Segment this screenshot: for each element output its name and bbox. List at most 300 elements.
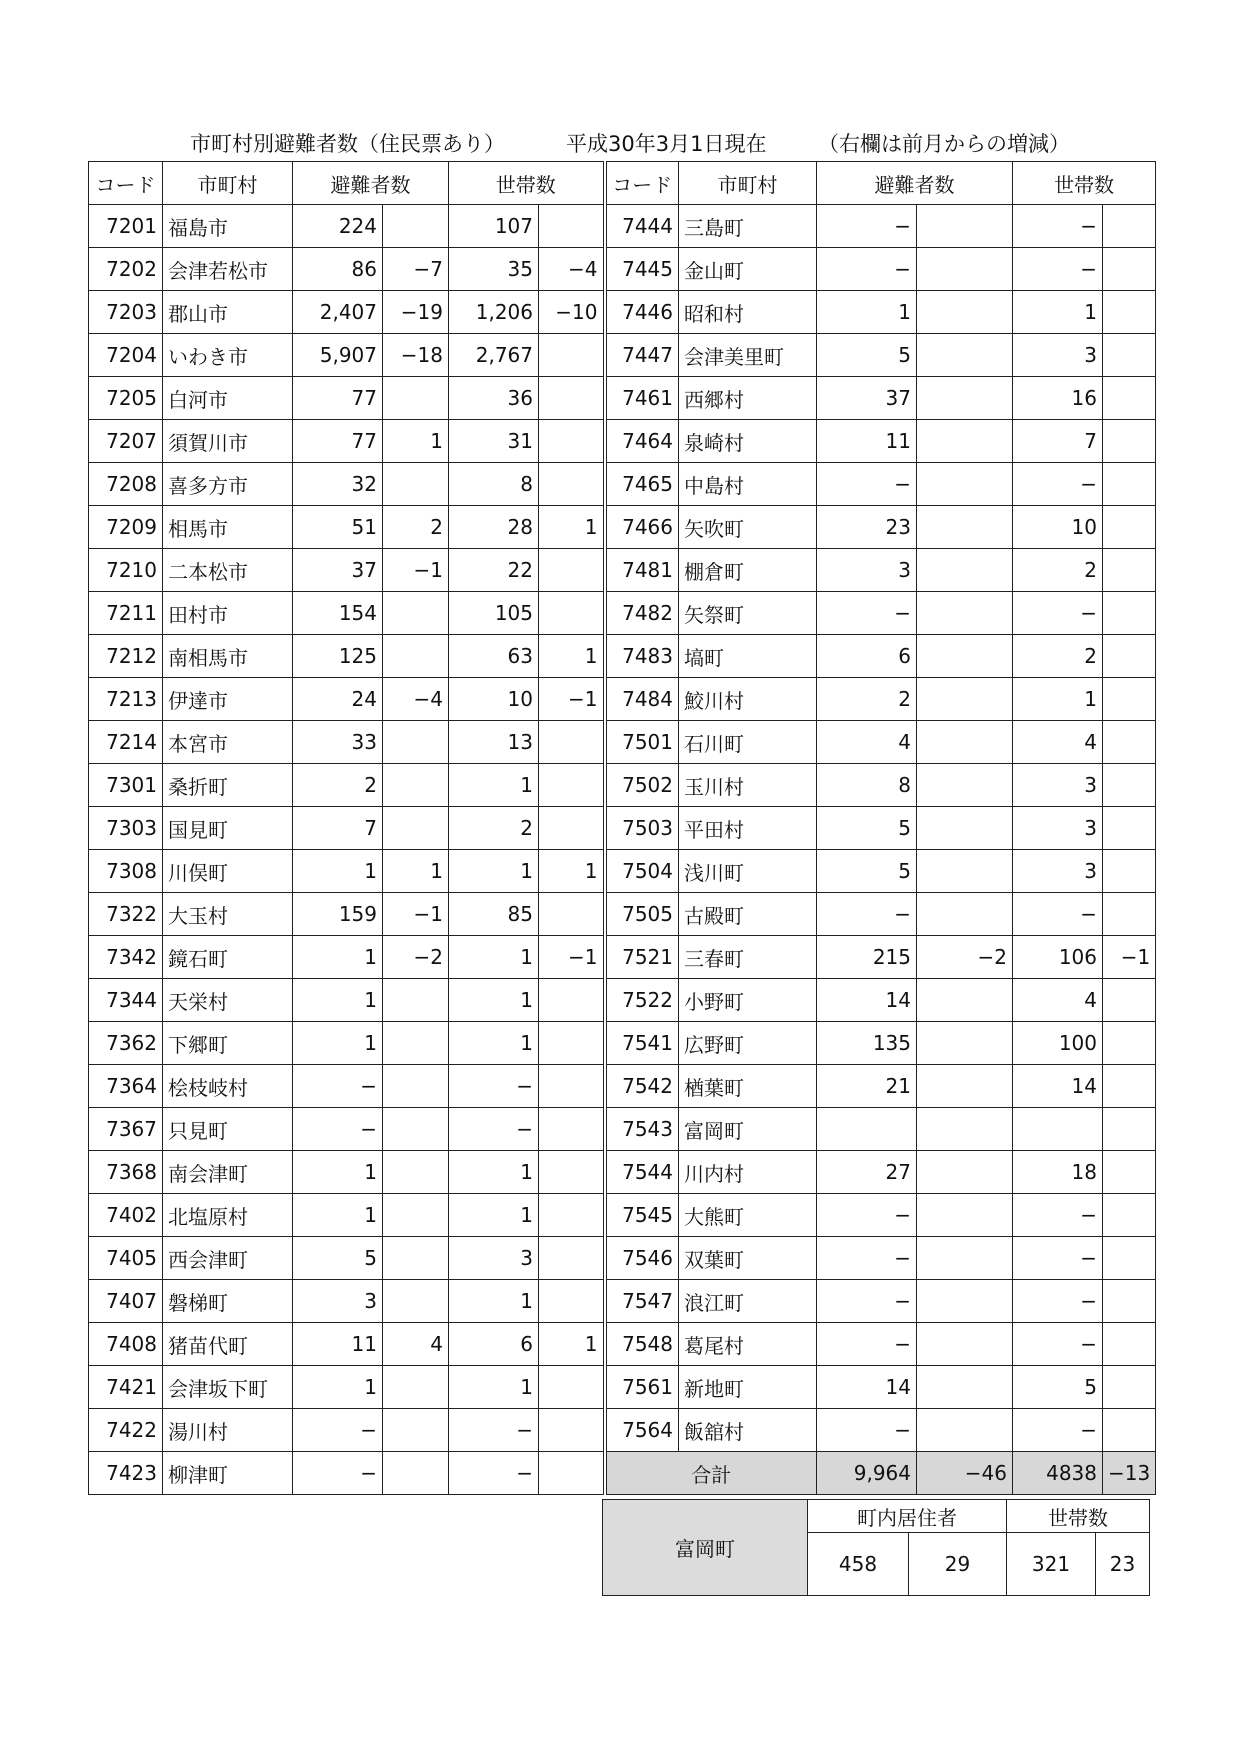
- table-row: [89, 764, 1156, 807]
- table-row: [89, 1280, 1156, 1323]
- table-row: [89, 291, 1156, 334]
- row-evacuees-change: [383, 635, 449, 678]
- row-municipality: 新地町: [679, 1366, 817, 1409]
- row-households-change: [1103, 377, 1156, 420]
- row-households-change: [539, 1151, 605, 1194]
- title-note: （右欄は前月からの増減）: [818, 132, 1070, 156]
- row-evacuees: 5: [817, 334, 917, 377]
- row-households-change: [1103, 463, 1156, 506]
- row-municipality: 二本松市: [163, 549, 293, 592]
- row-households: 8: [449, 463, 539, 506]
- row-households: 3: [1013, 764, 1103, 807]
- row-municipality: 南会津町: [163, 1151, 293, 1194]
- row-evacuees-change: 1: [383, 420, 449, 463]
- row-municipality: 桑折町: [163, 764, 293, 807]
- row-households: −: [1013, 205, 1103, 248]
- row-code: 7211: [89, 592, 163, 635]
- table-row: [89, 592, 1156, 635]
- summary-residents-value: 458: [808, 1533, 909, 1596]
- row-evacuees-change: [383, 1280, 449, 1323]
- row-code: 7446: [605, 291, 679, 334]
- row-households-change: −1: [1103, 936, 1156, 979]
- row-municipality: 塙町: [679, 635, 817, 678]
- header-households-left: 世帯数: [449, 162, 605, 205]
- row-evacuees-change: [383, 1237, 449, 1280]
- row-code: 7214: [89, 721, 163, 764]
- row-households: 2: [449, 807, 539, 850]
- row-code: 7408: [89, 1323, 163, 1366]
- row-evacuees-change: [383, 1194, 449, 1237]
- row-evacuees: 2: [817, 678, 917, 721]
- row-evacuees: 1: [817, 291, 917, 334]
- row-households-change: [539, 1065, 605, 1108]
- row-households: 28: [449, 506, 539, 549]
- row-municipality: 猪苗代町: [163, 1323, 293, 1366]
- row-municipality: 大玉村: [163, 893, 293, 936]
- row-households: 3: [1013, 807, 1103, 850]
- table-row: [89, 1151, 1156, 1194]
- table-row: [89, 1366, 1156, 1409]
- row-code: 7423: [89, 1452, 163, 1495]
- header-households-right: 世帯数: [1013, 162, 1156, 205]
- row-households: −: [1013, 1409, 1103, 1452]
- row-evacuees: 1: [293, 1022, 383, 1065]
- row-households-change: [539, 764, 605, 807]
- row-evacuees: 21: [817, 1065, 917, 1108]
- row-municipality: 川俣町: [163, 850, 293, 893]
- row-households: 1: [449, 936, 539, 979]
- row-evacuees: 86: [293, 248, 383, 291]
- row-code: 7204: [89, 334, 163, 377]
- row-evacuees: −: [293, 1108, 383, 1151]
- row-evacuees-change: [917, 893, 1013, 936]
- row-evacuees-change: [917, 377, 1013, 420]
- row-households-change: [1103, 1280, 1156, 1323]
- row-households: 2,767: [449, 334, 539, 377]
- table-row: [89, 807, 1156, 850]
- row-households: −: [449, 1108, 539, 1151]
- row-evacuees: 125: [293, 635, 383, 678]
- row-municipality: 会津美里町: [679, 334, 817, 377]
- row-households: −: [1013, 1237, 1103, 1280]
- row-households-change: −1: [539, 936, 605, 979]
- row-evacuees-change: [383, 377, 449, 420]
- row-code: 7203: [89, 291, 163, 334]
- row-municipality: 棚倉町: [679, 549, 817, 592]
- row-code: 7342: [89, 936, 163, 979]
- row-households-change: [539, 463, 605, 506]
- row-households-change: −1: [539, 678, 605, 721]
- row-evacuees-change: [383, 1022, 449, 1065]
- table-row: [89, 420, 1156, 463]
- header-municipality-right: 市町村: [679, 162, 817, 205]
- row-households: 16: [1013, 377, 1103, 420]
- row-municipality: 平田村: [679, 807, 817, 850]
- row-code: 7466: [605, 506, 679, 549]
- summary-households-change: 23: [1096, 1533, 1150, 1596]
- row-code: 7301: [89, 764, 163, 807]
- row-evacuees-change: 2: [383, 506, 449, 549]
- table-row: [89, 463, 1156, 506]
- row-municipality: 下郷町: [163, 1022, 293, 1065]
- row-evacuees: 51: [293, 506, 383, 549]
- row-code: 7344: [89, 979, 163, 1022]
- row-evacuees-change: [383, 1151, 449, 1194]
- row-code: 7362: [89, 1022, 163, 1065]
- row-municipality: 郡山市: [163, 291, 293, 334]
- row-households-change: 1: [539, 850, 605, 893]
- row-households: 14: [1013, 1065, 1103, 1108]
- row-evacuees: 1: [293, 979, 383, 1022]
- row-households: 63: [449, 635, 539, 678]
- row-code: 7544: [605, 1151, 679, 1194]
- row-evacuees-change: [917, 678, 1013, 721]
- row-evacuees: 6: [817, 635, 917, 678]
- row-evacuees: 5: [817, 850, 917, 893]
- row-households-change: [539, 334, 605, 377]
- table-row: [89, 721, 1156, 764]
- row-households-change: [1103, 893, 1156, 936]
- table-row: [89, 893, 1156, 936]
- row-households-change: [539, 205, 605, 248]
- row-municipality: 矢祭町: [679, 592, 817, 635]
- row-code: 7202: [89, 248, 163, 291]
- row-households: [1013, 1108, 1103, 1151]
- row-code: 7208: [89, 463, 163, 506]
- row-municipality: 矢吹町: [679, 506, 817, 549]
- row-evacuees: −: [817, 592, 917, 635]
- table-row: [89, 549, 1156, 592]
- row-households-change: [1103, 506, 1156, 549]
- row-evacuees: −: [817, 248, 917, 291]
- title-heading: 市町村別避難者数（住民票あり）: [190, 132, 505, 156]
- row-evacuees: 2,407: [293, 291, 383, 334]
- row-evacuees-change: [383, 1108, 449, 1151]
- row-households-change: [1103, 1323, 1156, 1366]
- row-municipality: 南相馬市: [163, 635, 293, 678]
- row-evacuees-change: [917, 1065, 1013, 1108]
- row-households-change: [1103, 1022, 1156, 1065]
- row-evacuees: 135: [817, 1022, 917, 1065]
- row-municipality: 白河市: [163, 377, 293, 420]
- row-code: 7421: [89, 1366, 163, 1409]
- row-evacuees: 1: [293, 936, 383, 979]
- row-code: 7543: [605, 1108, 679, 1151]
- row-evacuees-change: [917, 1366, 1013, 1409]
- row-municipality: 福島市: [163, 205, 293, 248]
- row-evacuees: 159: [293, 893, 383, 936]
- row-evacuees: −: [817, 1323, 917, 1366]
- row-municipality: 本宮市: [163, 721, 293, 764]
- row-evacuees-change: −18: [383, 334, 449, 377]
- row-households: 13: [449, 721, 539, 764]
- row-evacuees-change: 4: [383, 1323, 449, 1366]
- row-code: 7209: [89, 506, 163, 549]
- row-evacuees-change: −7: [383, 248, 449, 291]
- row-code: 7461: [605, 377, 679, 420]
- row-evacuees-change: [383, 1452, 449, 1495]
- row-code: 7205: [89, 377, 163, 420]
- row-households-change: [539, 1237, 605, 1280]
- table-row: [89, 678, 1156, 721]
- row-evacuees-change: [917, 764, 1013, 807]
- row-households: 7: [1013, 420, 1103, 463]
- row-households-change: [539, 1108, 605, 1151]
- row-municipality: 国見町: [163, 807, 293, 850]
- row-code: 7447: [605, 334, 679, 377]
- row-households: 10: [1013, 506, 1103, 549]
- row-households-change: [1103, 549, 1156, 592]
- row-evacuees: [817, 1108, 917, 1151]
- row-evacuees: 14: [817, 1366, 917, 1409]
- row-evacuees-change: [917, 850, 1013, 893]
- row-evacuees: −: [293, 1452, 383, 1495]
- row-municipality: 三島町: [679, 205, 817, 248]
- row-households: 1: [1013, 678, 1103, 721]
- row-code: 7212: [89, 635, 163, 678]
- row-evacuees-change: [917, 334, 1013, 377]
- row-households: 3: [449, 1237, 539, 1280]
- row-evacuees: 7: [293, 807, 383, 850]
- table-row: [89, 1409, 1156, 1452]
- row-code: 7502: [605, 764, 679, 807]
- row-households-change: [539, 1409, 605, 1452]
- row-code: 7501: [605, 721, 679, 764]
- row-municipality: 広野町: [679, 1022, 817, 1065]
- row-evacuees-change: [917, 549, 1013, 592]
- row-evacuees: 1: [293, 1194, 383, 1237]
- row-code: 7444: [605, 205, 679, 248]
- row-code: 7464: [605, 420, 679, 463]
- row-households-change: [1103, 1366, 1156, 1409]
- row-municipality: 鮫川村: [679, 678, 817, 721]
- table-row: [89, 1237, 1156, 1280]
- row-evacuees: 215: [817, 936, 917, 979]
- table-row: [89, 936, 1156, 979]
- row-evacuees-change: [917, 291, 1013, 334]
- row-evacuees-change: [917, 635, 1013, 678]
- row-evacuees: 11: [817, 420, 917, 463]
- document-title: [190, 130, 1090, 158]
- summary-households-header: 世帯数: [1007, 1500, 1150, 1533]
- row-households-change: [1103, 1065, 1156, 1108]
- row-evacuees: 4: [817, 721, 917, 764]
- row-households: 1: [449, 764, 539, 807]
- table-row: [89, 1065, 1156, 1108]
- row-evacuees: −: [817, 1280, 917, 1323]
- row-households-change: [539, 893, 605, 936]
- row-municipality: 昭和村: [679, 291, 817, 334]
- row-code: 7542: [605, 1065, 679, 1108]
- row-households-change: [1103, 1409, 1156, 1452]
- row-evacuees-change: [917, 1409, 1013, 1452]
- row-evacuees-change: [383, 1065, 449, 1108]
- row-municipality: 只見町: [163, 1108, 293, 1151]
- row-households-change: −10: [539, 291, 605, 334]
- row-households-change: [539, 721, 605, 764]
- row-evacuees-change: [917, 592, 1013, 635]
- row-municipality: いわき市: [163, 334, 293, 377]
- row-municipality: 北塩原村: [163, 1194, 293, 1237]
- row-evacuees: −: [817, 1409, 917, 1452]
- row-code: 7548: [605, 1323, 679, 1366]
- row-households-change: −4: [539, 248, 605, 291]
- row-code: 7481: [605, 549, 679, 592]
- row-households: 2: [1013, 549, 1103, 592]
- row-households: 2: [1013, 635, 1103, 678]
- tomioka-summary-table: [602, 1499, 1150, 1596]
- row-municipality: 飯舘村: [679, 1409, 817, 1452]
- row-households-change: [1103, 420, 1156, 463]
- table-row: [89, 334, 1156, 377]
- row-municipality: 磐梯町: [163, 1280, 293, 1323]
- row-evacuees: 5,907: [293, 334, 383, 377]
- row-municipality: 柳津町: [163, 1452, 293, 1495]
- row-municipality: 葛尾村: [679, 1323, 817, 1366]
- row-code: 7561: [605, 1366, 679, 1409]
- row-code: 7541: [605, 1022, 679, 1065]
- row-households: 10: [449, 678, 539, 721]
- row-evacuees: 37: [293, 549, 383, 592]
- row-households: 1: [449, 1366, 539, 1409]
- row-households-change: [1103, 248, 1156, 291]
- row-code: 7303: [89, 807, 163, 850]
- row-evacuees-change: [917, 1194, 1013, 1237]
- row-households: −: [1013, 1280, 1103, 1323]
- row-households-change: 1: [539, 506, 605, 549]
- row-households-change: [1103, 635, 1156, 678]
- row-municipality: 伊達市: [163, 678, 293, 721]
- row-households-change: [1103, 1237, 1156, 1280]
- row-households-change: [539, 420, 605, 463]
- row-evacuees: −: [817, 893, 917, 936]
- row-households-change: [1103, 205, 1156, 248]
- row-households-change: [1103, 291, 1156, 334]
- row-households: 1: [449, 1022, 539, 1065]
- row-municipality: 双葉町: [679, 1237, 817, 1280]
- row-evacuees-change: −1: [383, 893, 449, 936]
- row-evacuees: 3: [817, 549, 917, 592]
- row-code: 7422: [89, 1409, 163, 1452]
- row-evacuees-change: −2: [917, 936, 1013, 979]
- row-municipality: 大熊町: [679, 1194, 817, 1237]
- row-code: 7407: [89, 1280, 163, 1323]
- table-row: [89, 1452, 1156, 1495]
- row-municipality: 西郷村: [679, 377, 817, 420]
- table-row: [89, 506, 1156, 549]
- row-evacuees: 11: [293, 1323, 383, 1366]
- row-code: 7322: [89, 893, 163, 936]
- row-municipality: 鏡石町: [163, 936, 293, 979]
- row-evacuees-change: [383, 764, 449, 807]
- row-municipality: 会津坂下町: [163, 1366, 293, 1409]
- row-evacuees-change: [383, 463, 449, 506]
- row-households: 107: [449, 205, 539, 248]
- row-municipality: 泉崎村: [679, 420, 817, 463]
- header-code-right: コード: [605, 162, 679, 205]
- row-evacuees: 3: [293, 1280, 383, 1323]
- row-evacuees-change: [917, 721, 1013, 764]
- row-municipality: 石川町: [679, 721, 817, 764]
- row-evacuees-change: 1: [383, 850, 449, 893]
- row-municipality: 楢葉町: [679, 1065, 817, 1108]
- row-municipality: 天栄村: [163, 979, 293, 1022]
- row-households: 1: [449, 1280, 539, 1323]
- row-municipality: 相馬市: [163, 506, 293, 549]
- row-evacuees: 154: [293, 592, 383, 635]
- row-evacuees: 8: [817, 764, 917, 807]
- header-evacuees-left: 避難者数: [293, 162, 449, 205]
- row-evacuees: −: [293, 1409, 383, 1452]
- row-households: 5: [1013, 1366, 1103, 1409]
- row-municipality: 金山町: [679, 248, 817, 291]
- row-households: −: [1013, 893, 1103, 936]
- row-code: 7521: [605, 936, 679, 979]
- row-code: 7364: [89, 1065, 163, 1108]
- summary-residents-change: 29: [909, 1533, 1007, 1596]
- row-municipality: 喜多方市: [163, 463, 293, 506]
- row-evacuees: 32: [293, 463, 383, 506]
- row-evacuees-change: −1: [383, 549, 449, 592]
- row-evacuees-change: [917, 506, 1013, 549]
- row-evacuees-change: −19: [383, 291, 449, 334]
- row-households: 18: [1013, 1151, 1103, 1194]
- row-households: −: [1013, 1194, 1103, 1237]
- row-households: −: [1013, 592, 1103, 635]
- row-municipality: 川内村: [679, 1151, 817, 1194]
- row-municipality: 会津若松市: [163, 248, 293, 291]
- row-households-change: [539, 1280, 605, 1323]
- row-code: 7210: [89, 549, 163, 592]
- row-code: 7213: [89, 678, 163, 721]
- row-code: 7547: [605, 1280, 679, 1323]
- row-households: 1: [449, 979, 539, 1022]
- row-evacuees-change: [917, 420, 1013, 463]
- row-evacuees: 14: [817, 979, 917, 1022]
- row-municipality: 古殿町: [679, 893, 817, 936]
- row-municipality: 三春町: [679, 936, 817, 979]
- row-households-change: [1103, 1194, 1156, 1237]
- row-households: 4: [1013, 721, 1103, 764]
- row-households: 100: [1013, 1022, 1103, 1065]
- row-households: 35: [449, 248, 539, 291]
- row-code: 7201: [89, 205, 163, 248]
- row-evacuees: 1: [293, 1151, 383, 1194]
- row-households: 31: [449, 420, 539, 463]
- row-households: −: [1013, 463, 1103, 506]
- table-row: [89, 850, 1156, 893]
- row-municipality: 桧枝岐村: [163, 1065, 293, 1108]
- row-households: 3: [1013, 334, 1103, 377]
- total-label: 合計: [605, 1452, 817, 1495]
- row-evacuees-change: [917, 1280, 1013, 1323]
- row-evacuees-change: [383, 205, 449, 248]
- row-evacuees: 1: [293, 850, 383, 893]
- row-households: 106: [1013, 936, 1103, 979]
- row-evacuees: −: [817, 1194, 917, 1237]
- total-households: 4838: [1013, 1452, 1103, 1495]
- row-code: 7368: [89, 1151, 163, 1194]
- row-municipality: 富岡町: [679, 1108, 817, 1151]
- row-code: 7445: [605, 248, 679, 291]
- row-code: 7503: [605, 807, 679, 850]
- row-households: −: [1013, 248, 1103, 291]
- row-evacuees-change: [917, 1323, 1013, 1366]
- row-households-change: [1103, 678, 1156, 721]
- row-code: 7505: [605, 893, 679, 936]
- row-municipality: 玉川村: [679, 764, 817, 807]
- row-evacuees-change: [917, 248, 1013, 291]
